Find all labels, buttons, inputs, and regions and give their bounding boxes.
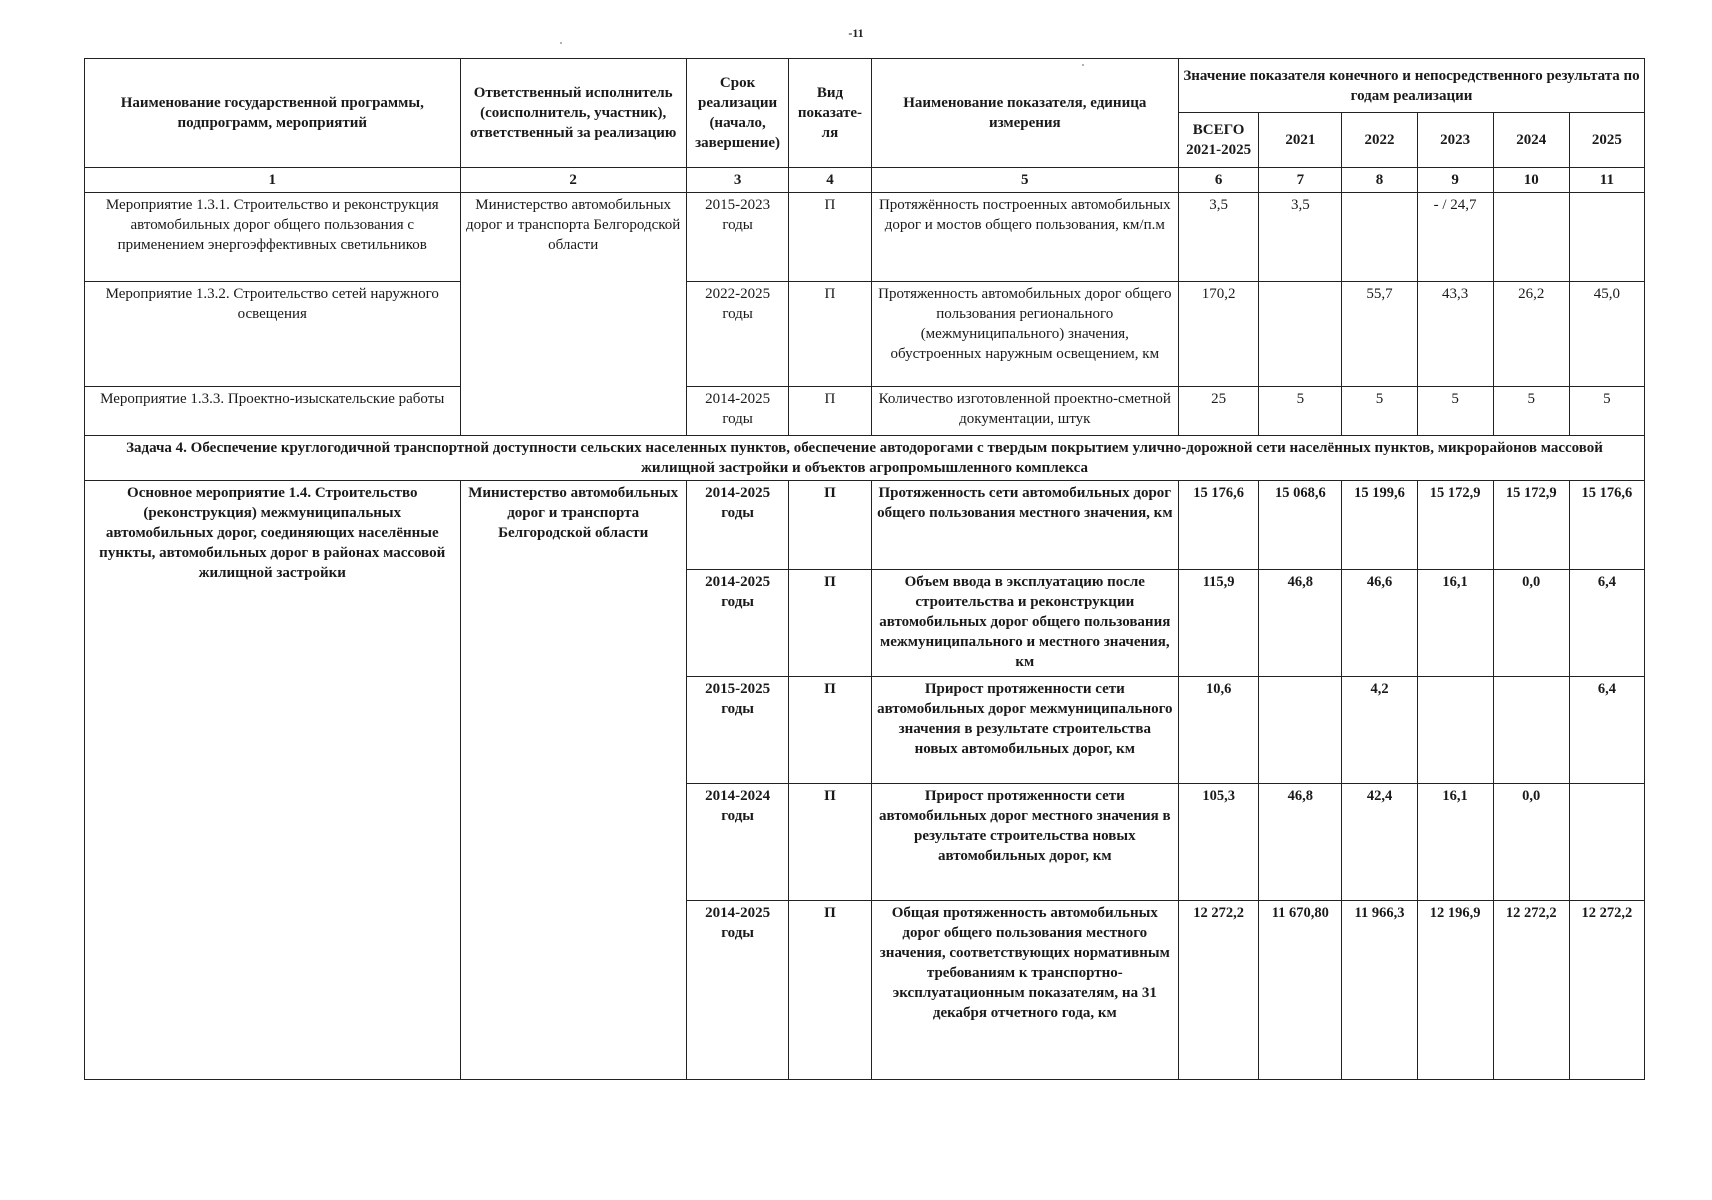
period-cell: 2015-2023 годы [686,193,789,282]
column-number: 10 [1493,168,1569,193]
value-total-cell: 105,3 [1179,784,1259,901]
indicator-name-cell: Количество изготовленной проектно-сметной документации, штук [871,387,1179,436]
value-2024-cell: 0,0 [1493,570,1569,677]
table-row [85,387,1645,436]
indicator-name-cell: Протяженность автомобильных дорог общего пользования регионального (межмуниципального) значения, обустроенных наружным освещением, км [871,282,1179,387]
value-2021-cell [1259,677,1342,784]
measure-name: Мероприятие 1.3.3. Проектно-изыскательские работы [85,387,461,436]
header-values-group: Значение показателя конечного и непосредственного результата по годам реализации [1179,59,1645,113]
value-2022-cell: 5 [1342,387,1417,436]
header-row [85,59,1645,113]
indicator-name-cell: Прирост протяженности сети автомобильных дорог местного значения в результате строительства новых автомобильных дорог, км [871,784,1179,901]
header-year: 2025 [1569,113,1644,168]
page-number: -11 [848,26,864,40]
value-2024-cell: 0,0 [1493,784,1569,901]
value-2023-cell: 16,1 [1417,784,1493,901]
period-cell: 2014-2025 годы [686,481,789,570]
header-year: 2021 [1259,113,1342,168]
period-cell: 2014-2025 годы [686,570,789,677]
column-number: 1 [85,168,461,193]
table-row [85,282,1645,387]
period-cell: 2014-2024 годы [686,784,789,901]
value-2021-cell: 5 [1259,387,1342,436]
value-2022-cell: 4,2 [1342,677,1417,784]
value-2023-cell: - / 24,7 [1417,193,1493,282]
indicator-kind-cell: П [789,193,871,282]
header-year: 2022 [1342,113,1417,168]
column-number: 4 [789,168,871,193]
indicator-kind-cell: П [789,784,871,901]
header-executor: Ответственный исполнитель (соисполнитель, участник), ответственный за реализацию [460,59,686,168]
program-indicators-table [84,58,1645,1080]
value-total-cell: 15 176,6 [1179,481,1259,570]
value-2023-cell: 15 172,9 [1417,481,1493,570]
value-2024-cell: 26,2 [1493,282,1569,387]
value-2025-cell: 6,4 [1569,677,1644,784]
value-2022-cell: 42,4 [1342,784,1417,901]
measure-name: Мероприятие 1.3.2. Строительство сетей наружного освещения [85,282,461,387]
indicator-kind-cell: П [789,481,871,570]
indicator-kind-cell: П [789,901,871,1080]
column-number: 5 [871,168,1179,193]
value-total-cell: 12 272,2 [1179,901,1259,1080]
value-2024-cell: 15 172,9 [1493,481,1569,570]
indicator-name-cell: Прирост протяженности сети автомобильных дорог межмуниципального значения в результате строительства новых автомобильных дорог, км [871,677,1179,784]
header-indicator-name: Наименование показателя, единица измерения [871,59,1179,168]
table-row [85,481,1645,570]
value-2022-cell: 46,6 [1342,570,1417,677]
column-number: 7 [1259,168,1342,193]
indicator-name-cell: Общая протяженность автомобильных дорог общего пользования местного значения, соответствующих нормативным требованиям к транспортно-эксплуатационным показателям, на 31 декабря отчетного года, км [871,901,1179,1080]
value-2025-cell: 15 176,6 [1569,481,1644,570]
value-2021-cell: 46,8 [1259,784,1342,901]
value-2022-cell: 15 199,6 [1342,481,1417,570]
indicator-name-cell: Протяженность сети автомобильных дорог общего пользования местного значения, км [871,481,1179,570]
period-cell: 2022-2025 годы [686,282,789,387]
column-number: 11 [1569,168,1644,193]
indicator-kind-cell: П [789,387,871,436]
value-total-cell: 115,9 [1179,570,1259,677]
value-2021-cell: 3,5 [1259,193,1342,282]
value-2023-cell: 16,1 [1417,570,1493,677]
table-row [85,193,1645,282]
indicator-kind-cell: П [789,570,871,677]
value-2025-cell: 5 [1569,387,1644,436]
value-2025-cell [1569,784,1644,901]
column-numbers-row [85,168,1645,193]
task-4-title: Задача 4. Обеспечение круглогодичной транспортной доступности сельских населенных пунктов, обеспечение автодорогами с твердым покрытием улично-дорожной сети населённых пунктов, микрорайонов массовой жилищной застройки и объектов агропромышленного комплекса [85,436,1645,481]
period-cell: 2014-2025 годы [686,901,789,1080]
value-2021-cell: 11 670,80 [1259,901,1342,1080]
column-number: 2 [460,168,686,193]
responsible-executor: Министерство автомобильных дорог и транспорта Белгородской области [460,193,686,436]
value-2023-cell [1417,677,1493,784]
period-cell: 2015-2025 годы [686,677,789,784]
value-total-cell: 10,6 [1179,677,1259,784]
value-2024-cell: 5 [1493,387,1569,436]
period-cell: 2014-2025 годы [686,387,789,436]
column-number: 6 [1179,168,1259,193]
value-2021-cell: 15 068,6 [1259,481,1342,570]
value-2024-cell: 12 272,2 [1493,901,1569,1080]
value-total-cell: 170,2 [1179,282,1259,387]
value-2022-cell: 55,7 [1342,282,1417,387]
column-number: 3 [686,168,789,193]
column-number: 9 [1417,168,1493,193]
value-2023-cell: 5 [1417,387,1493,436]
indicator-kind-cell: П [789,677,871,784]
indicator-name-cell: Объем ввода в эксплуатацию после строительства и реконструкции автомобильных дорог общего пользования межмуниципального и местного значения, км [871,570,1179,677]
value-2023-cell: 43,3 [1417,282,1493,387]
value-2025-cell: 12 272,2 [1569,901,1644,1080]
value-2022-cell: 11 966,3 [1342,901,1417,1080]
value-total-cell: 25 [1179,387,1259,436]
measure-name: Мероприятие 1.3.1. Строительство и реконструкция автомобильных дорог общего пользования с применением энергоэффективных светильников [85,193,461,282]
column-number: 8 [1342,168,1417,193]
scan-speck [560,42,562,44]
main-measure-name: Основное мероприятие 1.4. Строительство (реконструкция) межмуниципальных автомобильных дорог, соединяющих населённые пункты, автомобильных дорог в районах массовой жилищной застройки [85,481,461,1080]
header-period: Срок реализации (начало, завершение) [686,59,789,168]
value-2021-cell: 46,8 [1259,570,1342,677]
value-2024-cell [1493,677,1569,784]
header-year: 2024 [1493,113,1569,168]
header-total: ВСЕГО 2021-2025 [1179,113,1259,168]
value-2021-cell [1259,282,1342,387]
value-total-cell: 3,5 [1179,193,1259,282]
value-2025-cell [1569,193,1644,282]
main-measure-executor: Министерство автомобильных дорог и транспорта Белгородской области [460,481,686,1080]
value-2022-cell [1342,193,1417,282]
header-indicator-kind: Вид показате-ля [789,59,871,168]
indicator-kind-cell: П [789,282,871,387]
value-2025-cell: 45,0 [1569,282,1644,387]
header-year: 2023 [1417,113,1493,168]
value-2025-cell: 6,4 [1569,570,1644,677]
value-2023-cell: 12 196,9 [1417,901,1493,1080]
indicator-name-cell: Протяжённость построенных автомобильных дорог и мостов общего пользования, км/п.м [871,193,1179,282]
task-row [85,436,1645,481]
value-2024-cell [1493,193,1569,282]
header-program-name: Наименование государственной программы, подпрограмм, мероприятий [85,59,461,168]
